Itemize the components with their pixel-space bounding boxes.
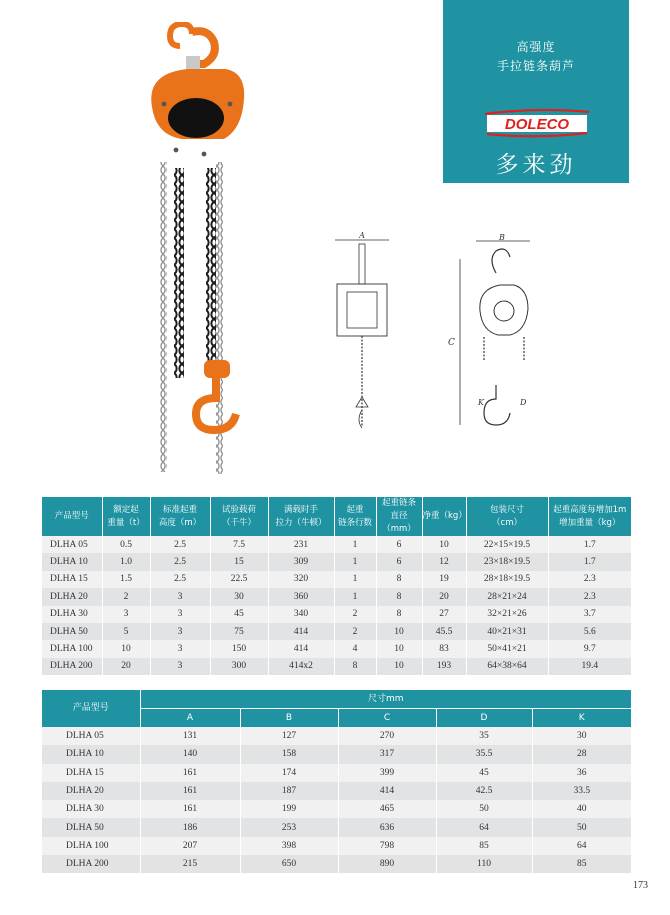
cell: 215	[140, 855, 240, 873]
cell: 8	[376, 588, 422, 605]
dim-label-c: C	[448, 338, 455, 348]
col-header-chain-falls: 起重 链条行数	[334, 497, 376, 536]
cell: 636	[338, 818, 436, 836]
cell: 40×21×31	[466, 623, 548, 640]
cell: 50	[532, 818, 631, 836]
col-header-b: B	[240, 709, 338, 728]
col-header-extra-weight: 起重高度每增加1m 增加重量（kg）	[548, 497, 631, 536]
table-row	[42, 818, 631, 836]
cell: 1	[334, 536, 376, 553]
cell: 309	[268, 553, 334, 570]
cell: 231	[268, 536, 334, 553]
cell: DLHA 100	[42, 640, 102, 657]
cell: 19.4	[548, 658, 631, 675]
cell: 3	[102, 606, 150, 623]
cell: 32×21×26	[466, 606, 548, 623]
cell: 35	[436, 727, 532, 745]
dim-label-b: B	[499, 233, 505, 242]
cell: 10	[376, 658, 422, 675]
cell: 15	[210, 553, 268, 570]
cell: 199	[240, 800, 338, 818]
cell: 399	[338, 764, 436, 782]
col-header-c: C	[338, 709, 436, 728]
cell: 2.5	[150, 536, 210, 553]
cell: 28	[532, 745, 631, 763]
cell: DLHA 50	[42, 623, 102, 640]
cell: 186	[140, 818, 240, 836]
dimension-table	[42, 690, 631, 873]
cell: 64	[532, 837, 631, 855]
cell: 10	[376, 623, 422, 640]
col-header-chain-dia: 起重链条 直径（mm）	[376, 497, 422, 536]
cell: 890	[338, 855, 436, 873]
table-row	[42, 640, 631, 657]
cell: DLHA 200	[42, 855, 140, 873]
cell: 85	[436, 837, 532, 855]
brand-chinese-name: 多来劲	[495, 152, 577, 178]
cell: DLHA 30	[42, 606, 102, 623]
cell: 8	[376, 571, 422, 588]
cell: 22×15×19.5	[466, 536, 548, 553]
cell: 64×38×64	[466, 658, 548, 675]
cell: 207	[140, 837, 240, 855]
cell: 40	[532, 800, 631, 818]
cell: 414x2	[268, 658, 334, 675]
cell: 110	[436, 855, 532, 873]
banner-title-line2: 手拉链条葫芦	[496, 59, 575, 73]
col-header-test-load: 试验载荷 （千牛）	[210, 497, 268, 536]
col-header-a: A	[140, 709, 240, 728]
cell: 158	[240, 745, 338, 763]
cell: 23×18×19.5	[466, 553, 548, 570]
cell: 30	[210, 588, 268, 605]
front-view-drawing	[327, 232, 397, 442]
table-row	[42, 764, 631, 782]
cell: 45.5	[422, 623, 466, 640]
cell: 35.5	[436, 745, 532, 763]
cell: 270	[338, 727, 436, 745]
dim-label-d: D	[520, 398, 527, 407]
cell: 12	[422, 553, 466, 570]
cell: 2.3	[548, 571, 631, 588]
table-row	[42, 553, 631, 570]
table-row	[42, 855, 631, 873]
cell: 3	[150, 623, 210, 640]
cell: 317	[338, 745, 436, 763]
cell: 28×18×19.5	[466, 571, 548, 588]
cell: 45	[436, 764, 532, 782]
cell: 1	[334, 588, 376, 605]
cell: 2.5	[150, 553, 210, 570]
cell: DLHA 10	[42, 553, 102, 570]
cell: 131	[140, 727, 240, 745]
cell: 2.3	[548, 588, 631, 605]
cell: 10	[376, 640, 422, 657]
cell: 300	[210, 658, 268, 675]
col-header-k: K	[532, 709, 631, 728]
cell: 50	[436, 800, 532, 818]
cell: 253	[240, 818, 338, 836]
cell: 4	[334, 640, 376, 657]
cell: 28×21×24	[466, 588, 548, 605]
cell: DLHA 30	[42, 800, 140, 818]
cell: 8	[334, 658, 376, 675]
cell: 650	[240, 855, 338, 873]
table-row	[42, 606, 631, 623]
cell: 127	[240, 727, 338, 745]
table-row	[42, 571, 631, 588]
cell: 1	[334, 571, 376, 588]
cell: 3	[150, 588, 210, 605]
table-row	[42, 837, 631, 855]
col-header-lift-height: 标准起重 高度（m）	[150, 497, 210, 536]
spec-table	[42, 497, 631, 675]
cell: 161	[140, 782, 240, 800]
col-header-capacity: 额定起 重量（t）	[102, 497, 150, 536]
cell: 10	[422, 536, 466, 553]
cell: 1.7	[548, 536, 631, 553]
cell: 20	[102, 658, 150, 675]
col-header-net-weight: 净重（kg）	[422, 497, 466, 536]
cell: 414	[268, 623, 334, 640]
table-row	[42, 800, 631, 818]
table-row	[42, 782, 631, 800]
cell: 1.5	[102, 571, 150, 588]
cell: 150	[210, 640, 268, 657]
cell: 465	[338, 800, 436, 818]
col-header-model: 产品型号	[42, 497, 102, 536]
cell: 30	[532, 727, 631, 745]
cell: 22.5	[210, 571, 268, 588]
cell: 320	[268, 571, 334, 588]
cell: 3.7	[548, 606, 631, 623]
col-header-hand-pull: 满载时手 拉力（牛顿）	[268, 497, 334, 536]
cell: 20	[422, 588, 466, 605]
cell: 174	[240, 764, 338, 782]
cell: 8	[376, 606, 422, 623]
cell: 2	[334, 623, 376, 640]
table-row	[42, 536, 631, 553]
brand-banner	[443, 0, 629, 183]
cell: 10	[102, 640, 150, 657]
cell: DLHA 15	[42, 571, 102, 588]
table-row	[42, 623, 631, 640]
cell: 9.7	[548, 640, 631, 657]
chain-hoist-photo	[130, 22, 260, 482]
cell: 85	[532, 855, 631, 873]
cell: DLHA 20	[42, 782, 140, 800]
cell: 360	[268, 588, 334, 605]
cell: DLHA 100	[42, 837, 140, 855]
cell: DLHA 05	[42, 536, 102, 553]
cell: 3	[150, 606, 210, 623]
cell: 193	[422, 658, 466, 675]
cell: 414	[338, 782, 436, 800]
cell: 6	[376, 536, 422, 553]
cell: 75	[210, 623, 268, 640]
table-row	[42, 745, 631, 763]
cell: 27	[422, 606, 466, 623]
cell: 19	[422, 571, 466, 588]
cell: 0.5	[102, 536, 150, 553]
dim-label-a: A	[359, 232, 365, 240]
cell: 50×41×21	[466, 640, 548, 657]
dim-label-k: K	[478, 398, 484, 407]
col-header-package: 包装尺寸 （cm）	[466, 497, 548, 536]
cell: 3	[150, 658, 210, 675]
cell: 140	[140, 745, 240, 763]
cell: DLHA 50	[42, 818, 140, 836]
cell: 2	[334, 606, 376, 623]
cell: 398	[240, 837, 338, 855]
page-number: 173	[633, 880, 648, 891]
cell: 161	[140, 764, 240, 782]
cell: 798	[338, 837, 436, 855]
cell: 1.0	[102, 553, 150, 570]
cell: 7.5	[210, 536, 268, 553]
table-row	[42, 588, 631, 605]
cell: DLHA 15	[42, 764, 140, 782]
doleco-logo	[483, 105, 591, 139]
col-header-d: D	[436, 709, 532, 728]
cell: 2	[102, 588, 150, 605]
logo-text: DOLECO	[504, 116, 570, 133]
cell: 6	[376, 553, 422, 570]
side-view-drawing	[440, 233, 540, 433]
cell: 414	[268, 640, 334, 657]
cell: DLHA 05	[42, 727, 140, 745]
cell: 33.5	[532, 782, 631, 800]
cell: 340	[268, 606, 334, 623]
cell: 2.5	[150, 571, 210, 588]
cell: 5.6	[548, 623, 631, 640]
cell: DLHA 200	[42, 658, 102, 675]
cell: 161	[140, 800, 240, 818]
cell: 1	[334, 553, 376, 570]
table-row	[42, 658, 631, 675]
cell: 3	[150, 640, 210, 657]
cell: DLHA 10	[42, 745, 140, 763]
cell: 42.5	[436, 782, 532, 800]
cell: 187	[240, 782, 338, 800]
cell: 83	[422, 640, 466, 657]
cell: 64	[436, 818, 532, 836]
col-header-model: 产品型号	[42, 690, 140, 727]
cell: 5	[102, 623, 150, 640]
cell: 1.7	[548, 553, 631, 570]
cell: 36	[532, 764, 631, 782]
cell: 45	[210, 606, 268, 623]
col-group-header-dimensions: 尺寸mm	[140, 690, 631, 709]
table-row	[42, 727, 631, 745]
banner-title-line1: 高强度	[516, 40, 556, 54]
cell: DLHA 20	[42, 588, 102, 605]
